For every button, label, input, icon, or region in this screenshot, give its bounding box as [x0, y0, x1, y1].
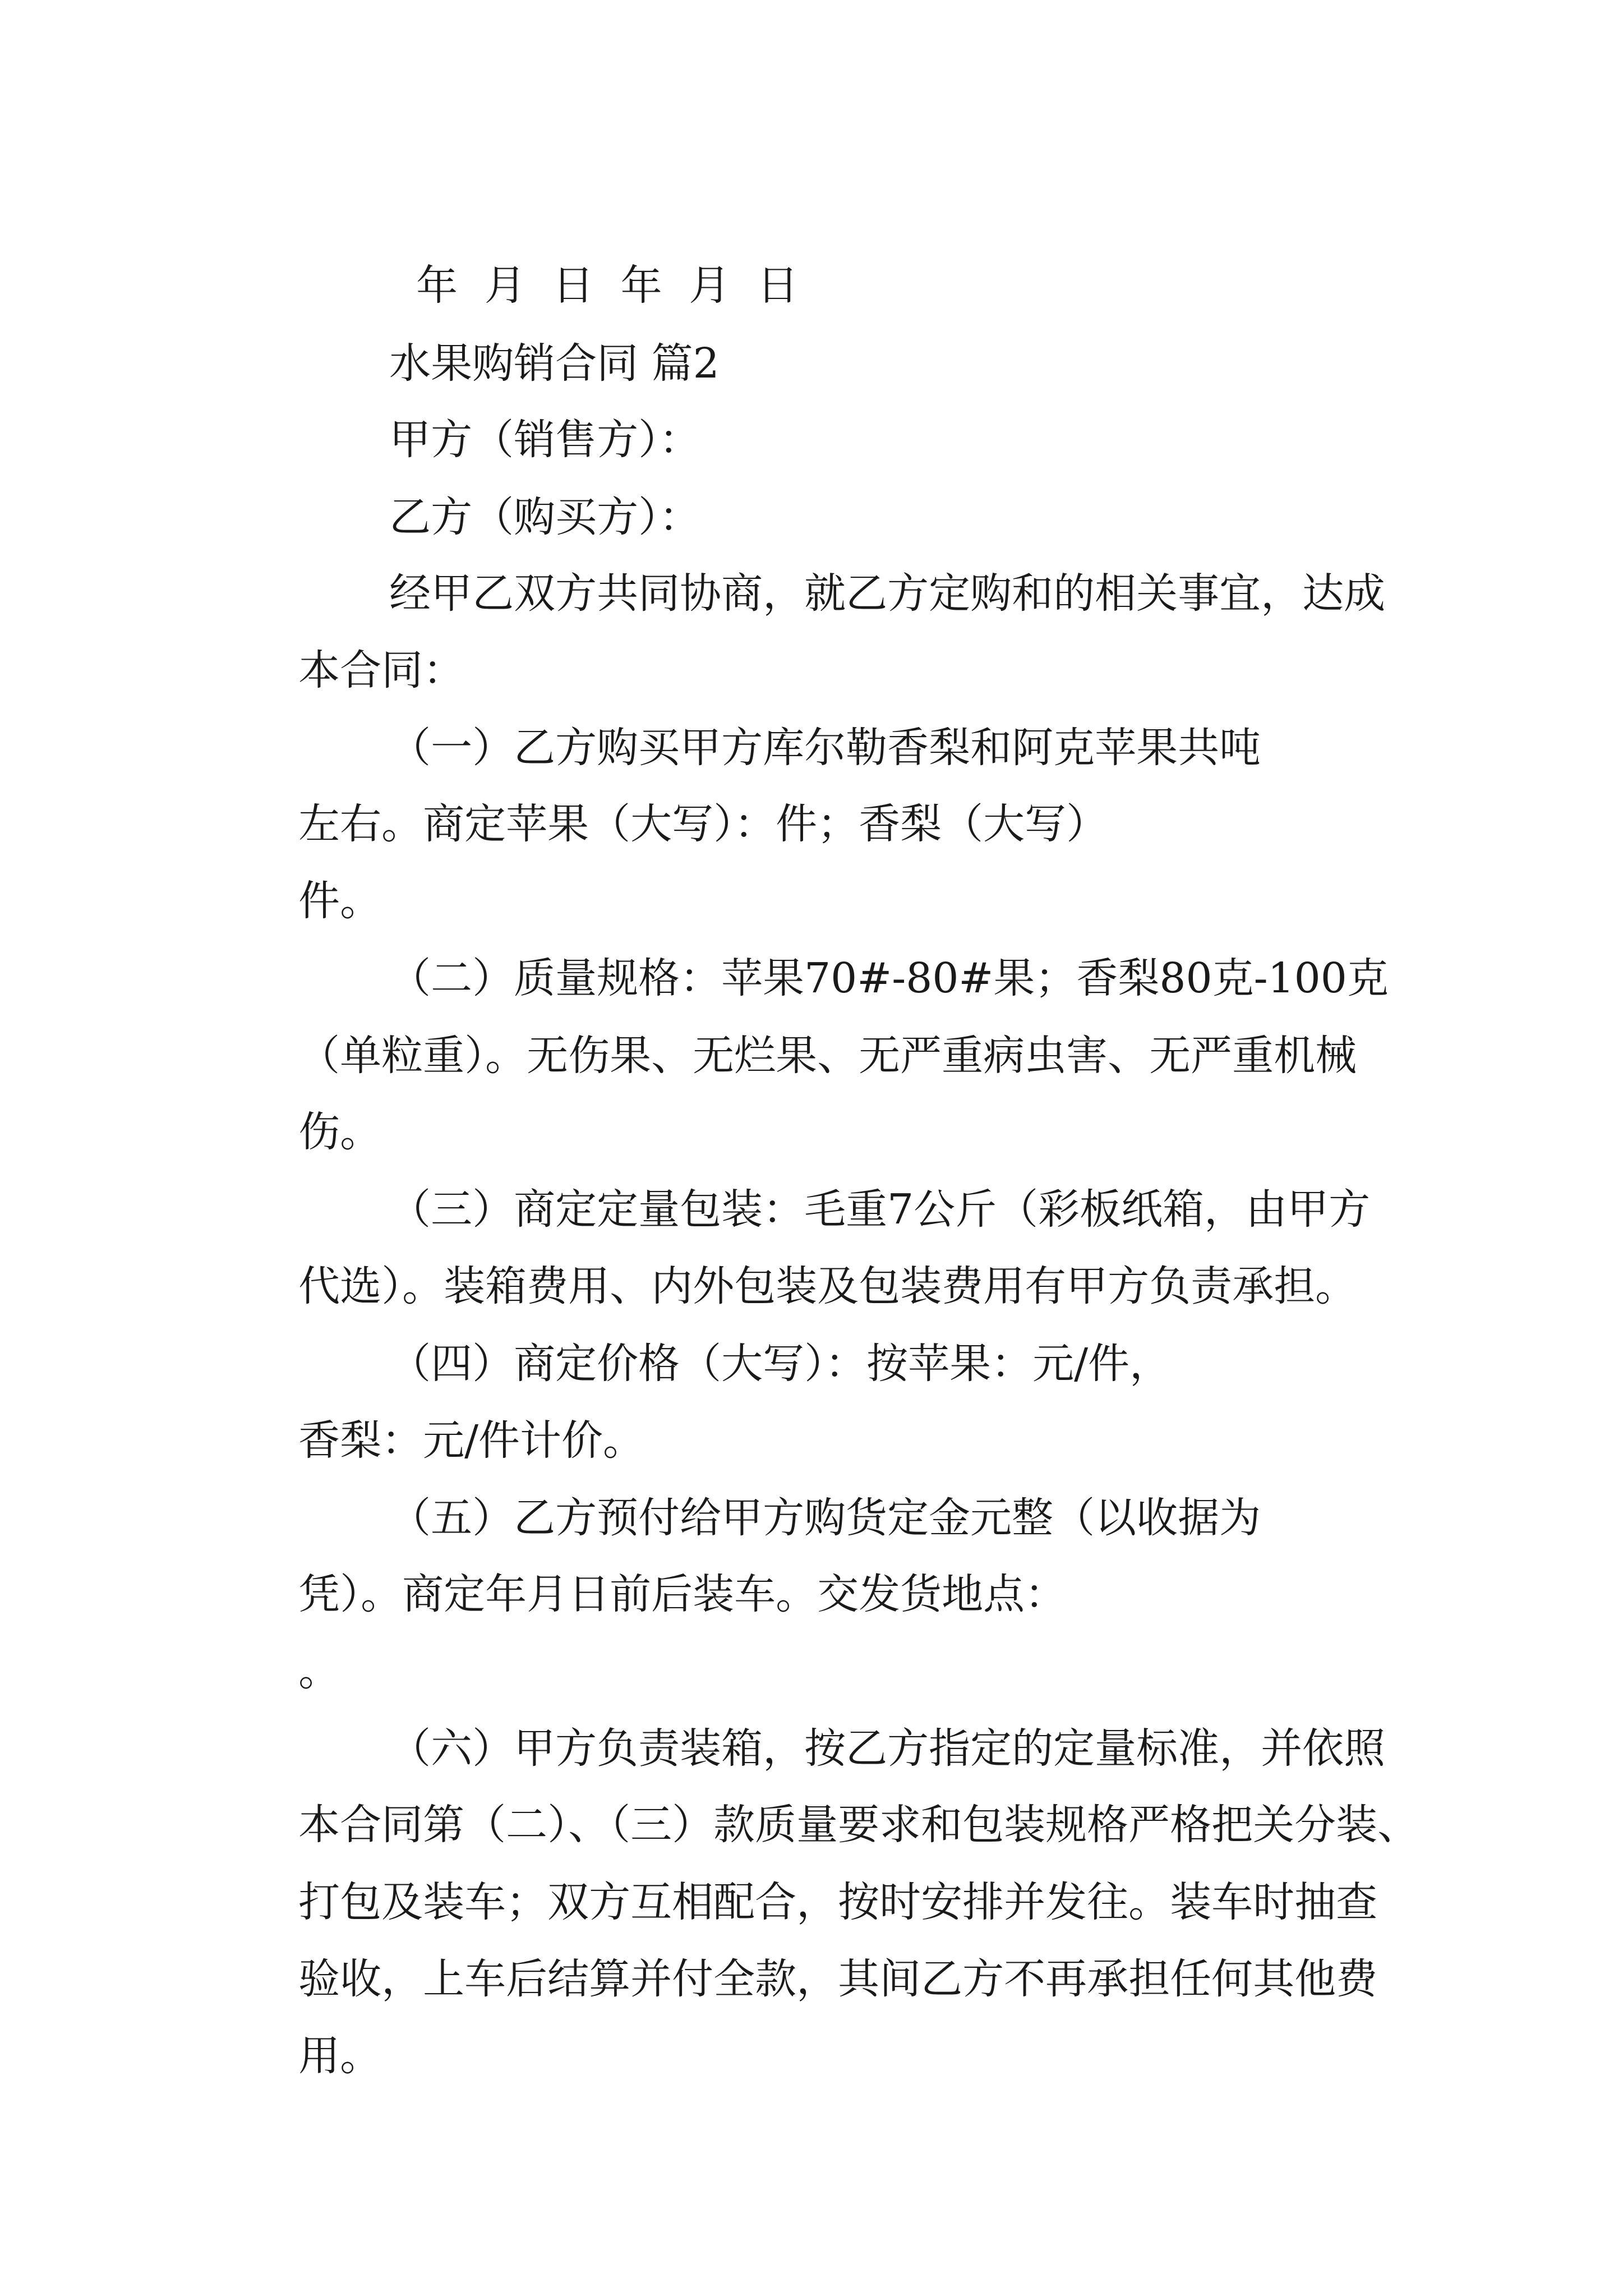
clause-2-text-3: 伤。 — [298, 1108, 382, 1156]
clause-2-text-2: （单粒重）。无伤果、无烂果、无严重病虫害、无严重机械 — [298, 1032, 1357, 1080]
clause-4-text-a: （四）商定价格（大写）：按苹果： — [389, 1340, 1033, 1388]
clause-6-text-4: 验收，上车后结算并付全款，其间乙方不再承担任何其他费 — [298, 1955, 1378, 2003]
clause-4-text-d: 元/件计价。 — [423, 1416, 645, 1465]
clause-4-text-b: 元/件， — [1032, 1340, 1172, 1388]
clause-1-text-e: 件。 — [298, 877, 382, 925]
clause-6-text-5: 用。 — [298, 2032, 382, 2080]
clause-1-text-b: 吨 — [1219, 724, 1261, 772]
clause-2-text-1: （二）质量规格：苹果70#-80#果；香梨80克-100克 — [389, 954, 1389, 1002]
clause-5-text-e: 月 — [527, 1570, 569, 1618]
clause-2-line-2 — [246, 993, 1357, 1118]
clause-1-text-a: （一）乙方购买甲方库尔勒香梨和阿克苹果共 — [389, 724, 1220, 772]
clause-6-text-1: （六）甲方负责装箱，按乙方指定的定量标准，并依照 — [389, 1724, 1386, 1773]
clause-5-text-d: 年 — [485, 1570, 527, 1618]
clause-3-text-1: （三）商定定量包装：毛重7公斤（彩板纸箱，由甲方 — [389, 1185, 1371, 1234]
clause-5-text-g: 。 — [298, 1647, 340, 1695]
clause-6-line-5 — [246, 1994, 381, 2118]
clause-5-text-b: 元整（以收据为 — [970, 1494, 1261, 1542]
clause-5-text-f: 日前后装车。交发货地点： — [568, 1570, 1067, 1618]
clause-1-text-c: 左右。商定苹果（大写）： — [298, 800, 776, 848]
intro-line-1 — [336, 531, 1385, 656]
clause-5-text-c: 凭）。商定 — [298, 1570, 486, 1618]
clause-5-text-a: （五）乙方预付给甲方购货定金 — [389, 1494, 971, 1542]
date-line-text: 年 月 日 年 月 日 — [416, 261, 805, 310]
intro-text-2: 本合同： — [298, 646, 465, 694]
party-b-label: 乙方（购买方）： — [389, 493, 701, 541]
intro-text-1: 经甲乙双方共同协商，就乙方定购和的相关事宜，达成 — [389, 569, 1386, 618]
clause-6-line-4 — [246, 1917, 1377, 2041]
title-text: 水果购销合同 篇2 — [389, 339, 720, 388]
clause-1-text-d: 件；香梨（大写） — [776, 800, 1108, 848]
clause-5-line-2 — [246, 1532, 1066, 1657]
clause-6-text-3: 打包及装车；双方互相配合，按时安排并发往。装车时抽查 — [298, 1878, 1378, 1926]
clause-3-text-2: 代选）。装箱费用、内外包装及包装费用有甲方负责承担。 — [298, 1262, 1357, 1310]
clause-6-text-2: 本合同第（二）、（三）款质量要求和包装规格严格把关分装、 — [298, 1801, 1419, 1849]
party-a-label: 甲方（销售方）： — [389, 416, 701, 464]
clause-5-line-3 — [246, 1609, 340, 1733]
clause-4-text-c: 香梨： — [298, 1416, 423, 1465]
